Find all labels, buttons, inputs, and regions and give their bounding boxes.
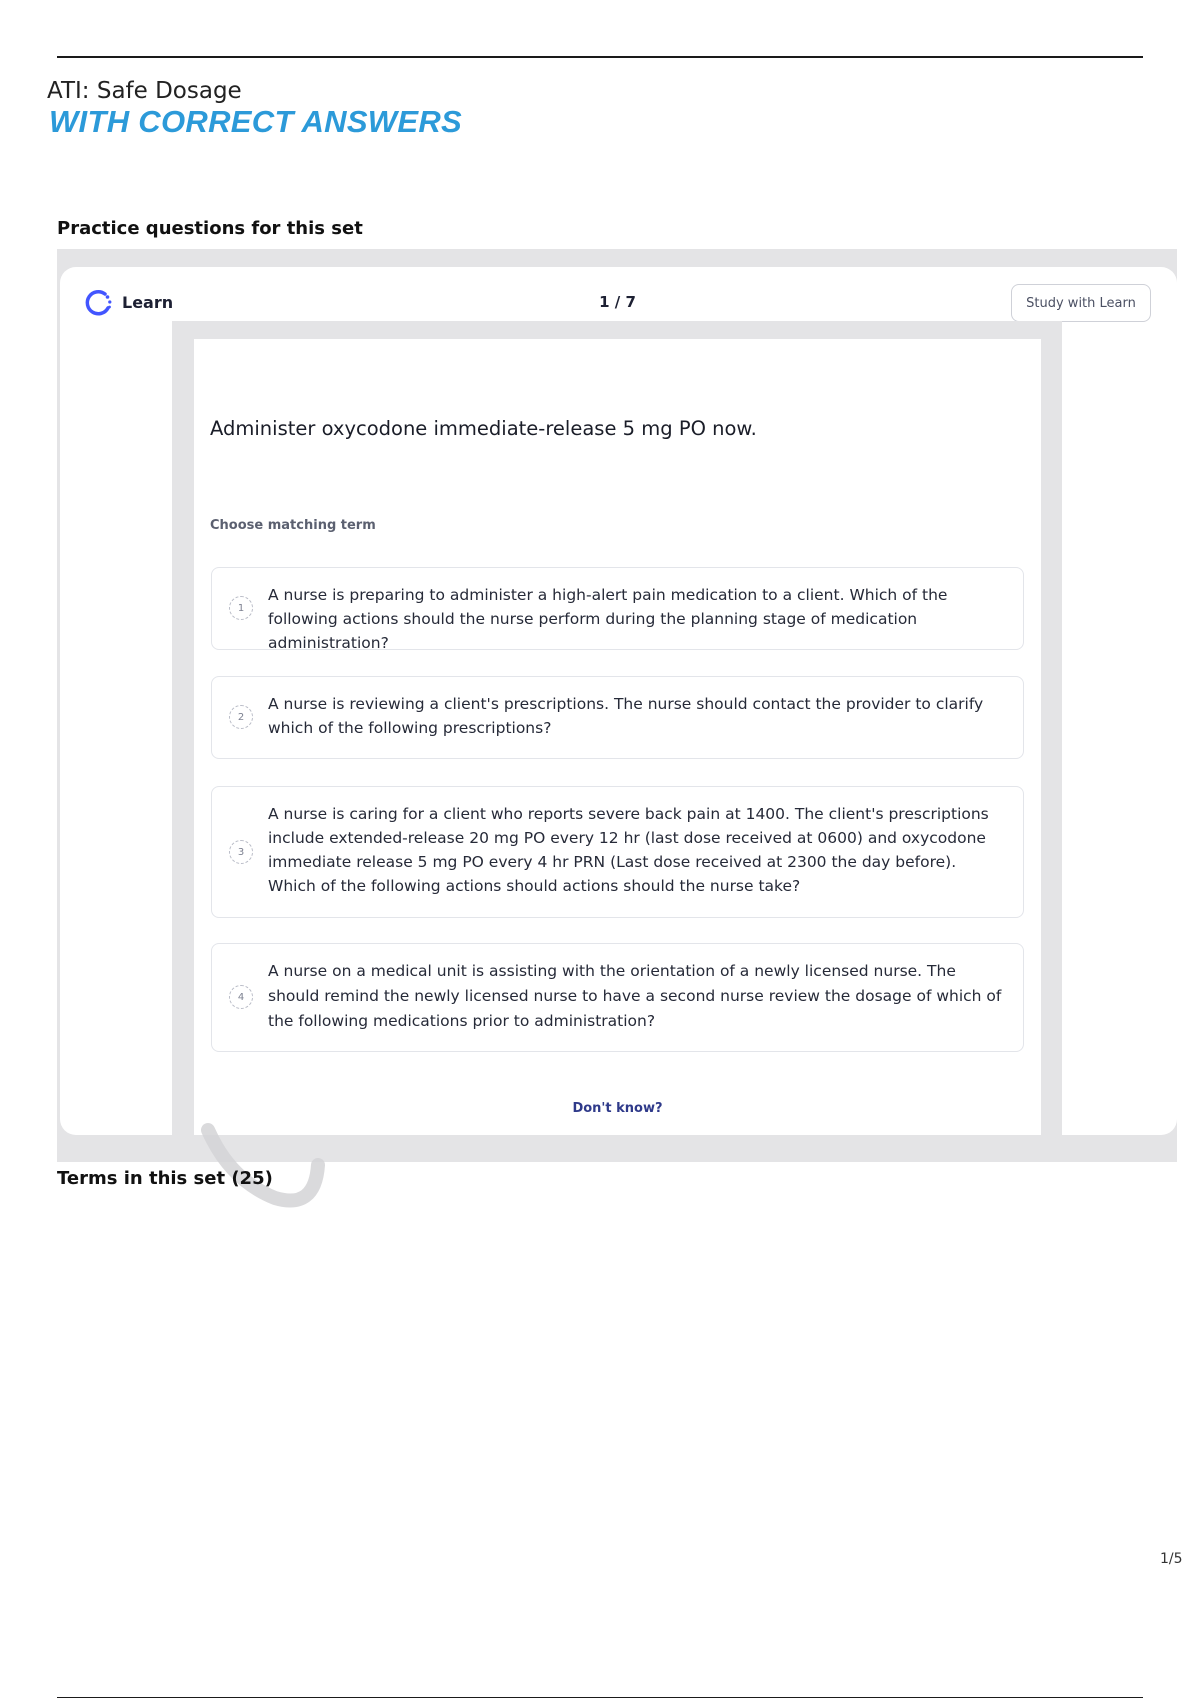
option-number-badge: 2 <box>229 705 253 729</box>
question-prompt: Administer oxycodone immediate-release 5 mg PO now. <box>210 417 757 440</box>
question-counter: 1 / 7 <box>599 293 636 311</box>
study-with-learn-button[interactable]: Study with Learn <box>1011 284 1151 322</box>
dont-know-link[interactable]: Don't know? <box>572 1101 663 1116</box>
terms-in-set-heading: Terms in this set (25) <box>57 1168 273 1189</box>
option-text: A nurse is caring for a client who reports severe back pain at 1400. The client's prescriptions include extended-release 20 mg PO every 12 hr (last dose received at 0600) and oxycodone immediate release 5 mg PO every 4 hr PRN (Last dose received at 2300 the day before). Which of the following actions should actions should the nurse take? <box>268 805 989 895</box>
learn-mode-label: Learn <box>122 293 174 312</box>
option-text: A nurse is preparing to administer a high-alert pain medication to a client. Which of the following actions should the nurse perform during the planning stage of medication administration? <box>268 586 948 652</box>
document-title: ATI: Safe Dosage <box>47 78 242 104</box>
learn-spinner-icon <box>83 288 113 320</box>
practice-questions-heading: Practice questions for this set <box>57 218 363 239</box>
answer-option-3[interactable] <box>211 786 1024 918</box>
page-number: 1/5 <box>1160 1551 1183 1567</box>
choose-matching-term-label: Choose matching term <box>210 518 376 533</box>
answer-option-4[interactable] <box>211 943 1024 1052</box>
option-text: A nurse on a medical unit is assisting with the orientation of a newly licensed nurse. The should remind the newly licensed nurse to have a second nurse review the dosage of which of the following medications prior to administration? <box>268 962 1002 1030</box>
answer-option-2[interactable] <box>211 676 1024 759</box>
option-number-badge: 1 <box>229 596 253 620</box>
top-rule <box>57 56 1143 58</box>
answer-option-1[interactable] <box>211 567 1024 650</box>
option-number-badge: 4 <box>229 985 253 1009</box>
option-number-badge: 3 <box>229 840 253 864</box>
option-text: A nurse is reviewing a client's prescriptions. The nurse should contact the provider to clarify which of the following prescriptions? <box>268 695 984 737</box>
bottom-rule <box>57 1697 1143 1698</box>
document-subtitle: WITH CORRECT ANSWERS <box>49 104 462 139</box>
